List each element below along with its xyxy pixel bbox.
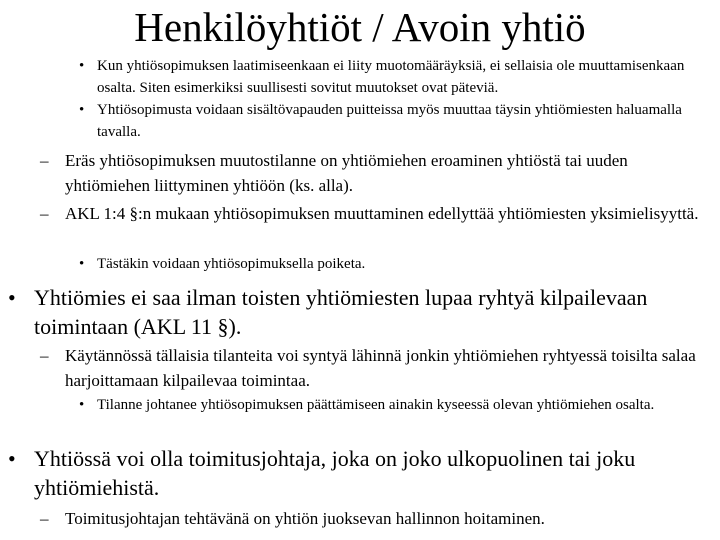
bullet-marker: • bbox=[79, 397, 85, 413]
bullet-marker: • bbox=[8, 285, 16, 310]
list-item bbox=[79, 253, 712, 275]
list-item bbox=[40, 343, 712, 393]
list-item bbox=[8, 283, 712, 341]
list-item bbox=[79, 99, 712, 143]
list-item-text: Eräs yhtiösopimuksen muutostilanne on yhtiömiehen eroaminen yhtiöstä tai uuden yhtiömiehen liittyminen yhtiöön (ks. alla). bbox=[65, 151, 628, 195]
list-item bbox=[79, 394, 712, 416]
list-item-text: Käytännössä tällaisia tilanteita voi syntyä lähinnä jonkin yhtiömiehen ryhtyessä toisilta salaa harjoittamaan kilpailevaa toimintaa. bbox=[65, 346, 696, 390]
list-item-text: Toimitusjohtajan tehtävänä on yhtiön juoksevan hallinnon hoitaminen. bbox=[65, 509, 545, 528]
bullet-marker: – bbox=[40, 204, 49, 223]
list-item bbox=[40, 148, 712, 198]
list-item-text: Tilanne johtanee yhtiösopimuksen päättämiseen ainakin kyseessä olevan yhtiömiehen osalta. bbox=[97, 397, 655, 413]
list-item-text: Tästäkin voidaan yhtiösopimuksella poiketa. bbox=[97, 256, 366, 272]
bullet-marker: • bbox=[79, 256, 85, 272]
bullet-marker: – bbox=[40, 151, 49, 170]
list-item-text: Kun yhtiösopimuksen laatimiseenkaan ei liity muotomääräyksiä, ei sellaisia ole muuttamisenkaan osalta. Siten esimerkiksi suullisesti sovitut muutokset ovat päteviä. bbox=[97, 58, 685, 96]
list-item bbox=[40, 201, 712, 226]
list-item bbox=[40, 506, 712, 531]
bullet-marker: • bbox=[8, 446, 16, 471]
bullet-marker: • bbox=[79, 102, 85, 118]
bullet-marker: – bbox=[40, 509, 49, 528]
list-item bbox=[79, 55, 712, 99]
list-item-text: AKL 1:4 §:n mukaan yhtiösopimuksen muuttaminen edellyttää yhtiömiesten yksimielisyyttä. bbox=[65, 204, 699, 223]
list-item-text: Yhtiösopimusta voidaan sisältövapauden puitteissa myös muuttaa täysin yhtiömiesten haluamalla tavalla. bbox=[97, 102, 682, 140]
slide-title: Henkilöyhtiöt / Avoin yhtiö bbox=[134, 4, 586, 50]
list-item-text: Yhtiössä voi olla toimitusjohtaja, joka on joko ulkopuolinen tai joku yhtiömiehistä. bbox=[34, 446, 636, 500]
list-item-text: Yhtiömies ei saa ilman toisten yhtiömiesten lupaa ryhtyä kilpailevaan toimintaan (AKL 11 §). bbox=[34, 285, 648, 339]
bullet-marker: • bbox=[79, 58, 85, 74]
list-item bbox=[8, 444, 712, 502]
bullet-marker: – bbox=[40, 346, 49, 365]
